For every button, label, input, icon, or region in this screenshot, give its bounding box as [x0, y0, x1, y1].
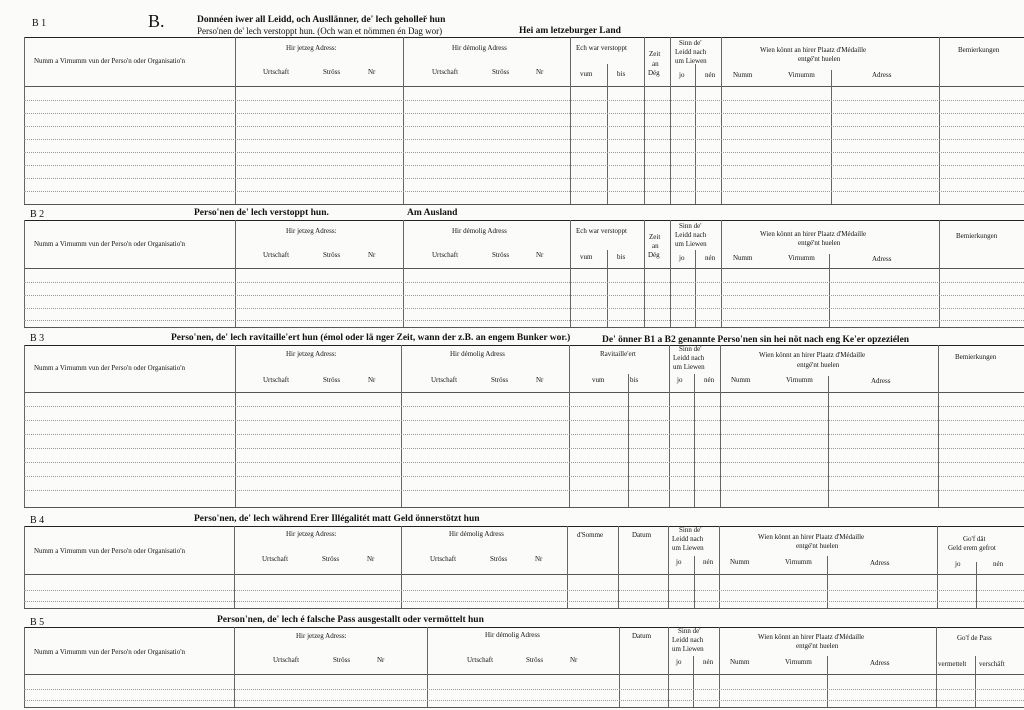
column-divider	[668, 526, 669, 608]
column-divider	[829, 254, 830, 327]
entry-row[interactable]	[24, 126, 1024, 127]
section-id: B 3	[30, 333, 45, 344]
column-divider	[828, 376, 829, 507]
header-bottom-rule	[24, 674, 1024, 675]
procured-header: verschäft	[979, 660, 1005, 668]
current-address-header: Hir jetzeg Adress:	[286, 44, 337, 52]
alive-header: Leidd nach	[673, 354, 705, 362]
remarks-header: Bemierkungen	[958, 46, 1000, 54]
section-subtitle: Perso'nen de' lech verstoppt hun. (Och wan et nömmen én Dag wor)	[197, 26, 443, 36]
alive-header: um Liewen	[673, 363, 705, 371]
column-divider	[24, 345, 25, 507]
column-divider	[234, 526, 235, 608]
yes-header: jo	[676, 558, 682, 566]
number-header: Nr	[368, 376, 376, 384]
name-column-header: Numm a Virnumm vun der Perso'n oder Organisatio'n	[34, 240, 185, 248]
entry-row[interactable]	[24, 590, 1024, 591]
town-header: Urtschaft	[467, 656, 494, 664]
surname-header: Numm	[730, 558, 750, 566]
time-header: an	[652, 242, 659, 250]
medal-header: entgé'nt huelen	[798, 55, 841, 63]
column-divider	[24, 220, 25, 327]
entry-row[interactable]	[24, 152, 1024, 153]
former-address-header: Hir démolig Adress	[452, 227, 507, 235]
street-header: Ströss	[323, 68, 341, 76]
alive-header: um Liewen	[672, 645, 704, 653]
money-returned-header: Geld erem gefrot	[948, 544, 996, 552]
entry-row[interactable]	[24, 320, 1024, 321]
alive-header: Leidd nach	[675, 231, 707, 239]
medal-header: Wien könnt an hirer Plaatz d'Médaille	[758, 633, 865, 641]
passport-header: Go'f de Pass	[957, 634, 992, 642]
sum-header: d'Somme	[577, 531, 604, 539]
entry-row[interactable]	[24, 165, 1024, 166]
entry-row[interactable]	[24, 191, 1024, 192]
no-header: nén	[704, 376, 715, 384]
surname-header: Numm	[731, 376, 751, 384]
column-divider	[570, 220, 571, 327]
column-divider	[720, 345, 721, 507]
firstname-header: Virnumm	[788, 254, 815, 262]
header-bottom-rule	[24, 268, 1024, 269]
number-header: Nr	[535, 555, 543, 563]
street-header: Ströss	[526, 656, 544, 664]
surname-header: Numm	[733, 254, 753, 262]
firstname-header: Virnumm	[788, 71, 815, 79]
entry-row[interactable]	[24, 100, 1024, 101]
firstname-header: Virnumm	[785, 658, 812, 666]
yes-header: jo	[677, 376, 683, 384]
time-header: Zeit	[649, 233, 661, 241]
no-header: nén	[705, 254, 716, 262]
entry-row[interactable]	[24, 448, 1024, 449]
medal-header: entgé'nt huelen	[796, 542, 839, 550]
address-header: Adress	[871, 377, 891, 385]
alive-header: Sinn de'	[679, 222, 702, 230]
supplied-header: Ravitaille'ert	[600, 350, 636, 358]
table-bottom-rule	[24, 204, 1024, 205]
from-header: vum	[580, 253, 593, 261]
column-divider	[721, 220, 722, 327]
column-divider	[719, 627, 720, 707]
from-header: vum	[580, 70, 593, 78]
header-bottom-rule	[24, 392, 1024, 393]
former-address-header: Hir démolig Adress	[485, 631, 540, 639]
column-divider	[628, 374, 629, 507]
street-header: Ströss	[492, 251, 510, 259]
number-header: Nr	[536, 68, 544, 76]
medal-header: Wien könnt an hirer Plaatz d'Médaille	[759, 351, 866, 359]
to-header: bis	[630, 376, 639, 384]
hidden-header: Ech war verstoppt	[576, 227, 627, 235]
remarks-header: Bemierkungen	[956, 232, 998, 240]
current-address-header: Hir jetzeg Adress:	[296, 632, 347, 640]
column-divider	[936, 627, 937, 707]
yes-header: jo	[679, 254, 685, 262]
column-divider	[401, 345, 402, 507]
entry-row[interactable]	[24, 476, 1024, 477]
column-divider	[235, 345, 236, 507]
town-header: Urtschaft	[432, 68, 459, 76]
column-divider	[567, 526, 568, 608]
medal-header: entgé'nt huelen	[796, 642, 839, 650]
address-header: Adress	[870, 659, 890, 667]
medal-header: entgé'nt huelen	[798, 239, 841, 247]
section-title: Donnéen iwer all Leidd, och Ausllänner, de' lech geholleř hun	[197, 15, 446, 25]
entry-row[interactable]	[24, 420, 1024, 421]
alive-header: Sinn de'	[679, 345, 702, 353]
alive-header: um Liewen	[672, 544, 704, 552]
remarks-header: Bemierkungen	[955, 353, 997, 361]
alive-header: Leidd nach	[672, 535, 704, 543]
no-header: nén	[703, 558, 714, 566]
column-divider	[427, 627, 428, 707]
alive-header: Sinn de'	[678, 627, 701, 635]
table-bottom-rule	[24, 327, 1024, 328]
entry-row[interactable]	[24, 462, 1024, 463]
yes-header: jo	[679, 71, 685, 79]
column-divider	[234, 627, 235, 707]
section-b5	[0, 612, 1024, 710]
number-header: Nr	[536, 376, 544, 384]
street-header: Ströss	[492, 68, 510, 76]
current-address-header: Hir jetzeg Adress:	[286, 350, 337, 358]
section-place: Am Ausland	[407, 208, 458, 218]
column-divider	[607, 250, 608, 327]
street-header: Ströss	[491, 376, 509, 384]
number-header: Nr	[368, 68, 376, 76]
alive-header: Leidd nach	[675, 48, 707, 56]
entry-row[interactable]	[24, 490, 1024, 491]
entry-row[interactable]	[24, 308, 1024, 309]
section-note: De' önner B1 a B2 genannte Perso'nen sin hei nöt nach eng Ke'er opzeziélen	[602, 335, 910, 345]
hidden-header: Ech war verstoppt	[576, 44, 627, 52]
medal-header: Wien könnt an hirer Plaatz d'Médaille	[760, 230, 867, 238]
header-bottom-rule	[24, 86, 1024, 87]
column-divider	[831, 70, 832, 204]
entry-row[interactable]	[24, 178, 1024, 179]
section-b2	[0, 206, 1024, 330]
town-header: Urtschaft	[431, 376, 458, 384]
section-title: Perso'nen, de' lech während Erer Illégalitét matt Geld önnerstötzt hun	[194, 514, 480, 524]
section-place: Hei am letzeburger Land	[519, 26, 621, 36]
to-header: bis	[617, 253, 626, 261]
time-header: an	[652, 60, 659, 68]
alive-header: Leidd nach	[672, 636, 704, 644]
section-id: B 1	[32, 18, 47, 29]
section-b3	[0, 330, 1024, 510]
alive-header: Sinn de'	[679, 39, 702, 47]
table-bottom-rule	[24, 507, 1024, 508]
medal-header: Wien könnt an hirer Plaatz d'Médaille	[760, 46, 867, 54]
column-divider	[24, 627, 25, 707]
number-header: Nr	[368, 251, 376, 259]
section-title: Perso'nen, de' lech ravitaille'ert hun (émol oder lä nger Zeit, wann der z.B. an engem Bunker wor.)	[171, 333, 571, 343]
surname-header: Numm	[730, 658, 750, 666]
yes-header: jo	[676, 658, 682, 666]
number-header: Nr	[570, 656, 578, 664]
name-column-header: Numm a Virnumm vun der Perso'n oder Organisatio'n	[34, 57, 185, 65]
column-divider	[669, 345, 670, 507]
entry-row[interactable]	[24, 434, 1024, 435]
town-header: Urtschaft	[263, 376, 290, 384]
entry-row[interactable]	[24, 689, 1024, 690]
section-title: Perso'nen de' lech verstoppt hun.	[194, 208, 329, 218]
alive-header: Sinn de'	[679, 526, 702, 534]
entry-row[interactable]	[24, 282, 1024, 283]
town-header: Urtschaft	[263, 251, 290, 259]
street-header: Ströss	[322, 555, 340, 563]
alive-header: um Liewen	[675, 57, 707, 65]
time-header: Dég	[648, 251, 660, 259]
section-letter: B.	[148, 11, 165, 31]
column-divider	[644, 220, 645, 327]
table-top-rule	[24, 220, 1024, 221]
no-header: nén	[703, 658, 714, 666]
firstname-header: Virnumm	[786, 376, 813, 384]
table-top-rule	[24, 627, 1024, 628]
entry-row[interactable]	[24, 406, 1024, 407]
town-header: Urtschaft	[273, 656, 300, 664]
to-header: bis	[617, 70, 626, 78]
street-header: Ströss	[323, 251, 341, 259]
column-divider	[670, 220, 671, 327]
alive-header: um Liewen	[675, 240, 707, 248]
column-divider	[235, 220, 236, 327]
street-header: Ströss	[333, 656, 351, 664]
former-address-header: Hir démolig Adress	[450, 350, 505, 358]
current-address-header: Hir jetzeg Adress:	[286, 530, 337, 538]
entry-row[interactable]	[24, 113, 1024, 114]
no-header: nén	[993, 560, 1004, 568]
medal-header: Wien könnt an hirer Plaatz d'Médaille	[758, 533, 865, 541]
column-divider	[403, 220, 404, 327]
column-divider	[569, 345, 570, 507]
entry-row[interactable]	[24, 601, 1024, 602]
entry-row[interactable]	[24, 700, 1024, 701]
former-address-header: Hir démolig Adress	[449, 530, 504, 538]
column-divider	[401, 526, 402, 608]
date-header: Datum	[632, 632, 652, 640]
name-column-header: Numm a Virnumm vun der Perso'n oder Organisatio'n	[34, 364, 185, 372]
section-id: B 4	[30, 515, 45, 526]
table-top-rule	[24, 37, 1024, 38]
number-header: Nr	[377, 656, 385, 664]
column-divider	[619, 627, 620, 707]
firstname-header: Virnumm	[785, 558, 812, 566]
yes-header: jo	[955, 560, 961, 568]
entry-row[interactable]	[24, 139, 1024, 140]
column-divider	[694, 374, 695, 507]
column-divider	[938, 345, 939, 507]
table-bottom-rule	[24, 608, 1024, 609]
street-header: Ströss	[490, 555, 508, 563]
town-header: Urtschaft	[263, 68, 290, 76]
section-b4	[0, 510, 1024, 612]
surname-header: Numm	[733, 71, 753, 79]
time-header: Zeit	[649, 50, 661, 58]
money-returned-header: Go'f dät	[963, 535, 986, 543]
column-divider	[668, 627, 669, 707]
table-bottom-rule	[24, 707, 1024, 708]
town-header: Urtschaft	[262, 555, 289, 563]
current-address-header: Hir jetzeg Adress:	[286, 227, 337, 235]
column-divider	[937, 526, 938, 608]
header-bottom-rule	[24, 574, 1024, 575]
address-header: Adress	[872, 71, 892, 79]
column-divider	[719, 526, 720, 608]
name-column-header: Numm a Virnumm vun der Perso'n oder Organisatio'n	[34, 648, 185, 656]
section-id: B 5	[30, 617, 45, 628]
column-divider	[607, 64, 608, 204]
medal-header: entgé'nt huelen	[797, 361, 840, 369]
town-header: Urtschaft	[430, 555, 457, 563]
column-divider	[618, 526, 619, 608]
number-header: Nr	[536, 251, 544, 259]
date-header: Datum	[632, 531, 652, 539]
column-divider	[24, 526, 25, 608]
street-header: Ströss	[323, 376, 341, 384]
column-divider	[695, 64, 696, 204]
column-divider	[939, 220, 940, 327]
town-header: Urtschaft	[432, 251, 459, 259]
former-address-header: Hir démolig Adress	[452, 44, 507, 52]
column-divider	[695, 250, 696, 327]
no-header: nén	[705, 71, 716, 79]
from-header: vum	[592, 376, 605, 384]
entry-row[interactable]	[24, 295, 1024, 296]
section-b1	[0, 0, 1024, 206]
address-header: Adress	[870, 559, 890, 567]
section-title: Person'nen, de' lech é falsche Pass ausgestallt oder vermöttelt hun	[217, 615, 484, 625]
section-id: B 2	[30, 209, 45, 220]
mediated-header: vermettelt	[938, 660, 967, 668]
table-top-rule	[24, 345, 1024, 346]
table-top-rule	[24, 526, 1024, 527]
address-header: Adress	[872, 255, 892, 263]
name-column-header: Numm a Virnumm vun der Perso'n oder Organisatio'n	[34, 547, 185, 555]
time-header: Dég	[648, 69, 660, 77]
number-header: Nr	[367, 555, 375, 563]
